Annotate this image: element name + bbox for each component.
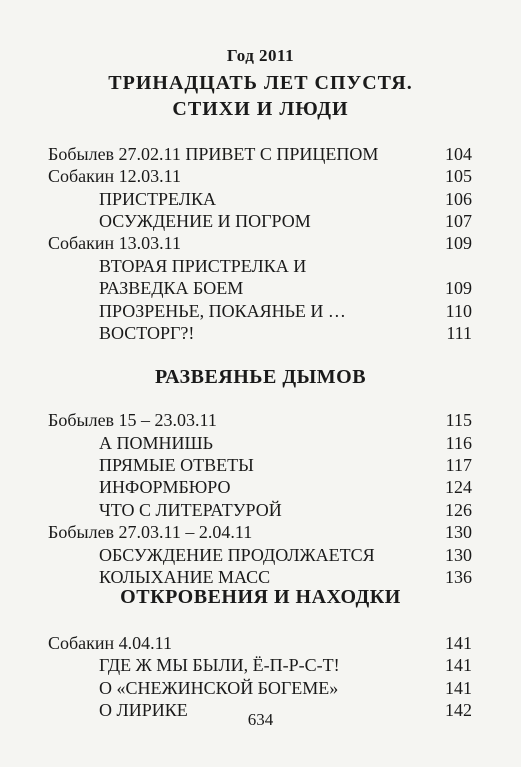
toc-entry-label: О «СНЕЖИНСКОЙ БОГЕМЕ»	[99, 678, 339, 698]
toc-entry-label: ПРИСТРЕЛКА	[99, 189, 216, 209]
toc-entry-label: ОСУЖДЕНИЕ И ПОГРОМ	[99, 211, 311, 231]
toc-entry	[0, 654, 521, 676]
toc-entry	[0, 232, 521, 254]
toc-entry-page: 107	[445, 211, 472, 231]
toc-entry-page: 111	[446, 323, 472, 343]
toc-entry	[0, 255, 521, 277]
toc-entry-label: Собакин 12.03.11	[48, 166, 181, 186]
toc-entry-page: 130	[445, 545, 472, 565]
toc-entry-page: 104	[445, 144, 472, 164]
toc-entry-page: 141	[445, 678, 472, 698]
toc-entry-label: ЧТО С ЛИТЕРАТУРОЙ	[99, 500, 282, 520]
toc-entry-page: 115	[445, 410, 472, 430]
toc-entry-label: Бобылев 27.02.11 ПРИВЕТ С ПРИЦЕПОМ	[48, 144, 379, 164]
toc-entry	[0, 432, 521, 454]
toc-entry	[0, 476, 521, 498]
toc-entry-label: ПРЯМЫЕ ОТВЕТЫ	[99, 455, 254, 475]
toc-entry	[0, 300, 521, 322]
toc-entry	[0, 499, 521, 521]
toc-entry-label: Собакин 13.03.11	[48, 233, 181, 253]
page-number: 634	[247, 710, 274, 729]
toc-entry-label: ГДЕ Ж МЫ БЫЛИ, Ё-П-Р-С-Т!	[99, 655, 340, 675]
toc-entry-label: А ПОМНИШЬ	[99, 433, 213, 453]
toc-entry-page: 109	[445, 278, 472, 298]
toc-entry-label: О ЛИРИКЕ	[99, 700, 188, 720]
toc-entry-label: КОЛЫХАНИЕ МАСС	[99, 567, 271, 587]
toc-entry	[0, 632, 521, 654]
section-title-line2: СТИХИ И ЛЮДИ	[172, 98, 349, 120]
toc-entry	[0, 277, 521, 299]
toc-entry-label: ВТОРАЯ ПРИСТРЕЛКА И	[99, 256, 307, 276]
toc-entry	[0, 521, 521, 543]
section-title: ОТКРОВЕНИЯ И НАХОДКИ	[120, 586, 401, 608]
toc-entry-label: Бобылев 15 – 23.03.11	[48, 410, 217, 430]
toc-entry-page: 105	[445, 166, 472, 186]
toc-entry-page: 106	[445, 189, 472, 209]
toc-entry-label: ИНФОРМБЮРО	[99, 477, 231, 497]
toc-entry-page: 110	[445, 301, 472, 321]
toc-entry-page: 130	[445, 522, 472, 542]
toc-entry	[0, 188, 521, 210]
toc-entry-page: 141	[445, 655, 472, 675]
toc-entry	[0, 210, 521, 232]
toc-entry	[0, 544, 521, 566]
toc-entry	[0, 165, 521, 187]
toc-entry-page: 117	[445, 455, 472, 475]
toc-entry-page: 116	[445, 433, 472, 453]
section-title: РАЗВЕЯНЬЕ ДЫМОВ	[154, 366, 367, 388]
toc-entry-label: ОБСУЖДЕНИЕ ПРОДОЛЖАЕТСЯ	[99, 545, 375, 565]
toc-entry	[0, 677, 521, 699]
toc-entry-page: 126	[445, 500, 472, 520]
toc-entry	[0, 143, 521, 165]
toc-entry	[0, 454, 521, 476]
toc-entry-label: Собакин 4.04.11	[48, 633, 172, 653]
toc-entry-page: 124	[445, 477, 472, 497]
toc-entry-page: 142	[445, 700, 472, 720]
toc-entry-label: РАЗВЕДКА БОЕМ	[99, 278, 244, 298]
year-heading: Год 2011	[226, 46, 295, 65]
toc-entry-page: 109	[445, 233, 472, 253]
toc-entry-page: 136	[445, 567, 472, 587]
toc-entry-page: 141	[445, 633, 472, 653]
toc-entry-label: ПРОЗРЕНЬЕ, ПОКАЯНЬЕ И …	[99, 301, 346, 321]
toc-entry-label: ВОСТОРГ?!	[99, 323, 195, 343]
toc-entry	[0, 566, 521, 588]
toc-entry	[0, 409, 521, 431]
toc-entry	[0, 322, 521, 344]
section-title-line1: ТРИНАДЦАТЬ ЛЕТ СПУСТЯ.	[108, 72, 413, 94]
toc-entry-label: Бобылев 27.03.11 – 2.04.11	[48, 522, 253, 542]
